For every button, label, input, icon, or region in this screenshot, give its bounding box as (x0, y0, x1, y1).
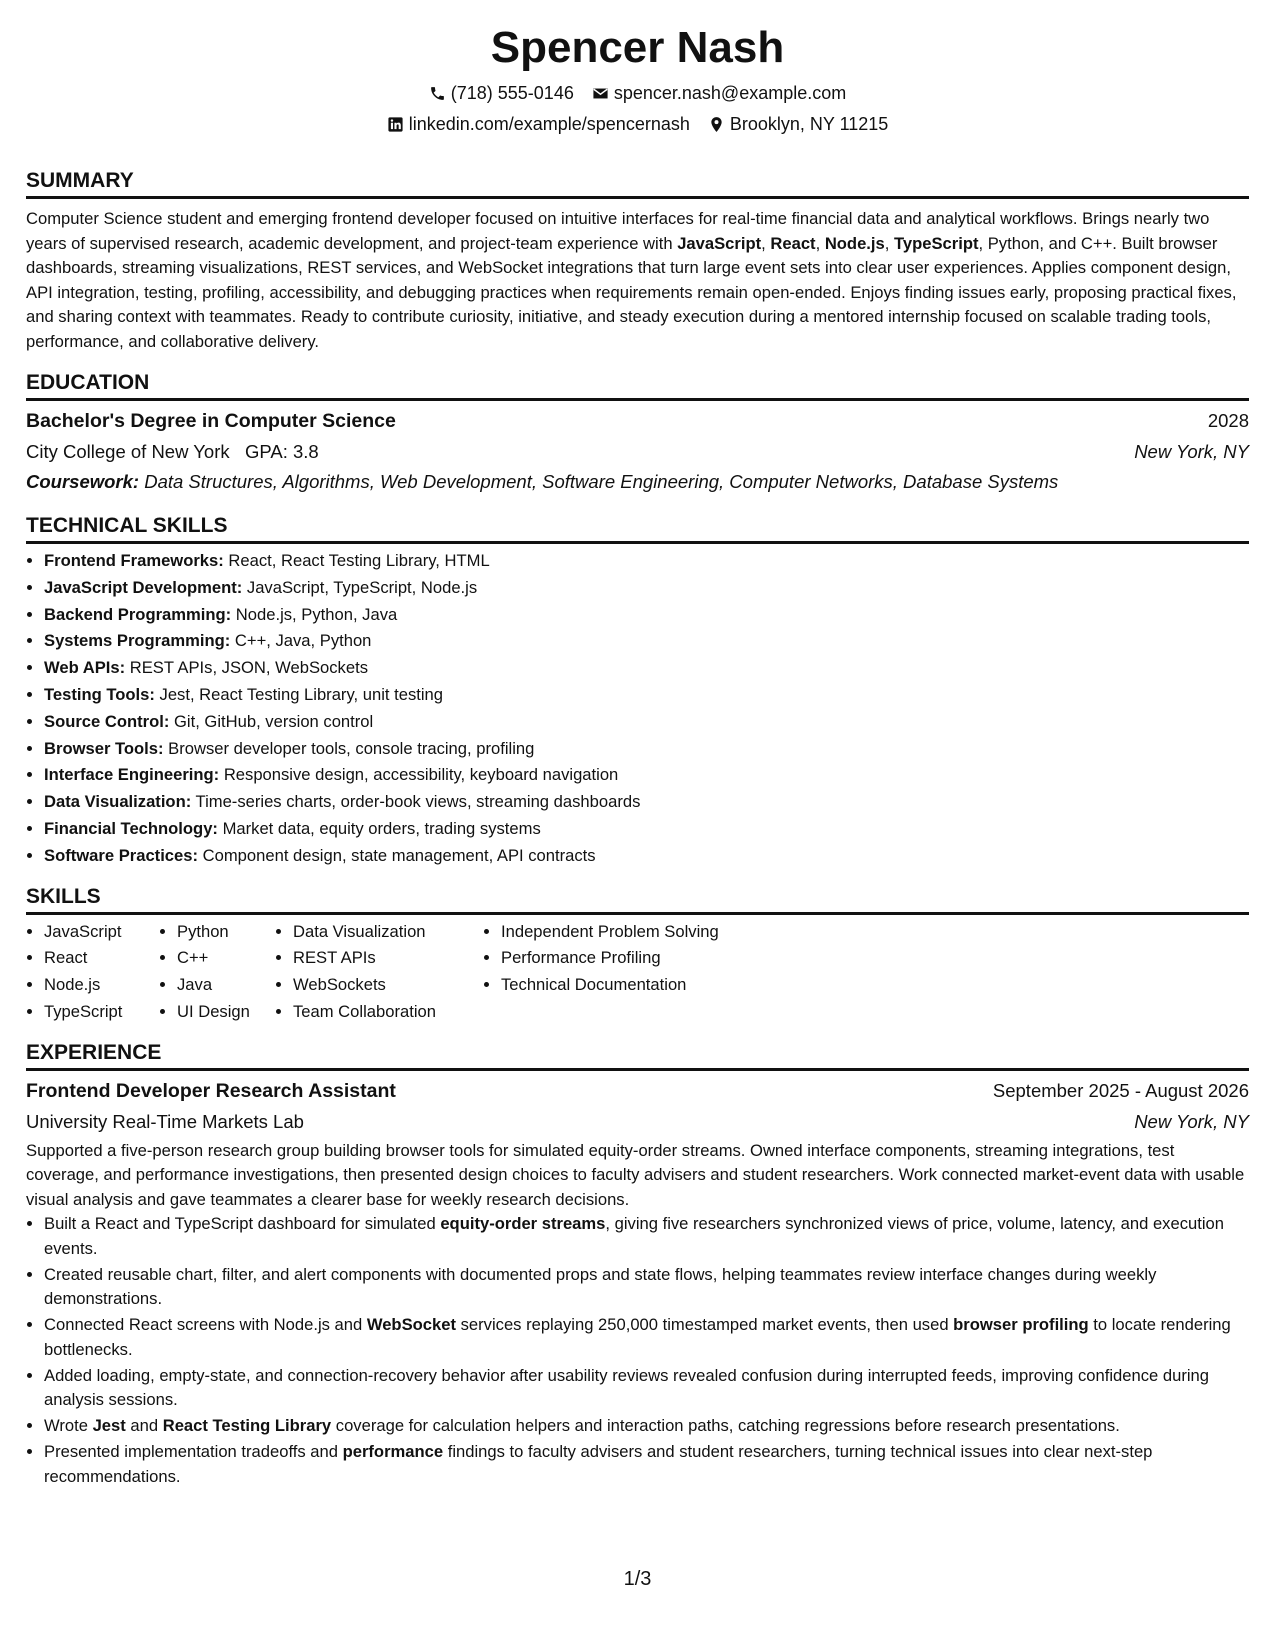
contact-line-2 (26, 109, 1249, 140)
list-item: • Backend Programming: Node.js, Python, Java (44, 602, 1249, 629)
email-text: spencer.nash@example.com (613, 83, 847, 103)
section-title-technical-skills: TECHNICAL SKILLS (26, 513, 1249, 544)
list-item: • Node.js (44, 972, 159, 999)
list-item: • Source Control: Git, GitHub, version control (44, 709, 1249, 736)
list-item: • Built a React and TypeScript dashboard for simulated equity-order streams, giving five researchers synchronized views of price, volume, latency, and execution events. (44, 1212, 1249, 1261)
job-dates: September 2025 - August 2026 (992, 1079, 1249, 1101)
education-section (26, 370, 1249, 497)
list-item: • Independent Problem Solving (501, 919, 801, 946)
phone-icon (429, 85, 446, 102)
list-item: • JavaScript (44, 919, 159, 946)
gpa: GPA: 3.8 (245, 441, 319, 462)
experience-description: Supported a five-person research group building browser tools for simulated equity-order streams. Owned interface components, streaming integrations, test coverage, and performance investigations, then presented design choices to faculty advisers and student researchers. Work connected market-event data with usable visual analysis and gave teammates a clearer base for weekly research decisions. (26, 1140, 1245, 1209)
experience-row-1 (26, 1075, 1249, 1107)
list-item: • Added loading, empty-state, and connection-recovery behavior after usability reviews revealed confusion during interrupted feeds, improving confidence during analysis sessions. (44, 1364, 1249, 1413)
list-item: • TypeScript (44, 999, 159, 1026)
list-item: • Browser Tools: Browser developer tools, console tracing, profiling (44, 736, 1249, 763)
section-title-summary: SUMMARY (26, 168, 1249, 199)
section-title-experience: EXPERIENCE (26, 1040, 1249, 1071)
page-number: 1/3 (623, 1568, 652, 1590)
experience-row-2 (26, 1107, 1249, 1137)
linkedin-contact[interactable] (387, 109, 690, 140)
location-contact (708, 109, 888, 140)
email-contact[interactable] (592, 78, 846, 109)
skills-column-4 (483, 919, 801, 1026)
coursework-list: Data Structures, Algorithms, Web Development, Software Engineering, Computer Networks, Database Systems (139, 471, 1059, 492)
skills-column-2 (159, 919, 275, 1026)
location-text: Brooklyn, NY 11215 (729, 114, 889, 134)
coursework (26, 467, 1249, 497)
summary-paragraph: Computer Science student and emerging frontend developer focused on intuitive interfaces for real-time financial data and analytical workflows. Brings nearly two years of supervised research, academic development, and project-team experience with JavaScript, React, Node.js, TypeScript, Python, and C++. Built browser dashboards, streaming visualizations, REST services, and WebSocket integrations that turn large event sets into clear user experiences. Applies component design, API integration, testing, profiling, accessibility, and debugging practices when requirements remain open-ended. Enjoys finding issues early, proposing practical fixes, and sharing context with teammates. Ready to contribute curiosity, initiative, and steady execution during a mentored internship focused on scalable trading tools, performance, and collaborative delivery. (26, 209, 1237, 351)
school-location: New York, NY (1134, 441, 1249, 462)
list-item: • Testing Tools: Jest, React Testing Library, unit testing (44, 682, 1249, 709)
map-pin-icon (708, 116, 725, 133)
linkedin-icon (387, 116, 404, 133)
list-item: • Wrote Jest and React Testing Library coverage for calculation helpers and interaction paths, catching regressions before research presentations. (44, 1414, 1249, 1439)
list-item: • Presented implementation tradeoffs and performance findings to faculty advisers and student researchers, turning technical issues into clear next-step recommendations. (44, 1440, 1249, 1489)
list-item: • Java (177, 972, 275, 999)
list-item: • Technical Documentation (501, 972, 801, 999)
list-item: • Python (177, 919, 275, 946)
skills-column-1 (26, 919, 159, 1026)
section-title-education: EDUCATION (26, 370, 1249, 401)
list-item: • Data Visualization: Time-series charts, order-book views, streaming dashboards (44, 789, 1249, 816)
graduation-year: 2028 (1207, 410, 1249, 431)
organization: University Real-Time Markets Lab (26, 1110, 304, 1132)
skills-columns (26, 919, 1249, 1026)
education-row-2 (26, 437, 1249, 467)
list-item: • REST APIs (293, 945, 483, 972)
school-name: City College of New York (26, 441, 230, 462)
linkedin-text: linkedin.com/example/spencernash (408, 114, 690, 134)
list-item: • Interface Engineering: Responsive design, accessibility, keyboard navigation (44, 762, 1249, 789)
list-item: • JavaScript Development: JavaScript, TypeScript, Node.js (44, 575, 1249, 602)
skills-column-3 (275, 919, 483, 1026)
job-location: New York, NY (1134, 1110, 1249, 1132)
list-item: • Team Collaboration (293, 999, 483, 1026)
list-item: • Software Practices: Component design, state management, API contracts (44, 843, 1249, 870)
summary-section (26, 168, 1249, 354)
job-title: Frontend Developer Research Assistant (26, 1079, 396, 1102)
list-item: • Performance Profiling (501, 945, 801, 972)
list-item: • UI Design (177, 999, 275, 1026)
education-row-1 (26, 405, 1249, 437)
envelope-icon (592, 85, 609, 102)
coursework-label: Coursework: (26, 471, 140, 492)
experience-bullets (26, 1212, 1249, 1489)
school-and-gpa (26, 437, 319, 467)
experience-section (26, 1040, 1249, 1490)
list-item: • React (44, 945, 159, 972)
section-title-skills: SKILLS (26, 884, 1249, 915)
resume-header (26, 22, 1249, 140)
phone-contact[interactable] (429, 78, 574, 109)
skills-section (26, 884, 1249, 1026)
list-item: • Created reusable chart, filter, and alert components with documented props and state flows, helping teammates review interface changes during weekly demonstrations. (44, 1263, 1249, 1312)
list-item: • WebSockets (293, 972, 483, 999)
technical-skills-section (26, 513, 1249, 870)
list-item: • Web APIs: REST APIs, JSON, WebSockets (44, 655, 1249, 682)
list-item: • Connected React screens with Node.js and WebSocket services replaying 250,000 timestamped market events, then used browser profiling to locate rendering bottlenecks. (44, 1313, 1249, 1362)
list-item: • Frontend Frameworks: React, React Testing Library, HTML (44, 548, 1249, 575)
contact-line-1 (26, 78, 1249, 109)
list-item: • Data Visualization (293, 919, 483, 946)
list-item: • C++ (177, 945, 275, 972)
list-item: • Systems Programming: C++, Java, Python (44, 628, 1249, 655)
list-item: • Financial Technology: Market data, equity orders, trading systems (44, 816, 1249, 843)
resume-page (26, 18, 1249, 1491)
technical-skills-list (26, 548, 1249, 870)
candidate-name: Spencer Nash (490, 23, 785, 72)
phone-text: (718) 555-0146 (450, 83, 574, 103)
degree: Bachelor's Degree in Computer Science (26, 410, 396, 432)
